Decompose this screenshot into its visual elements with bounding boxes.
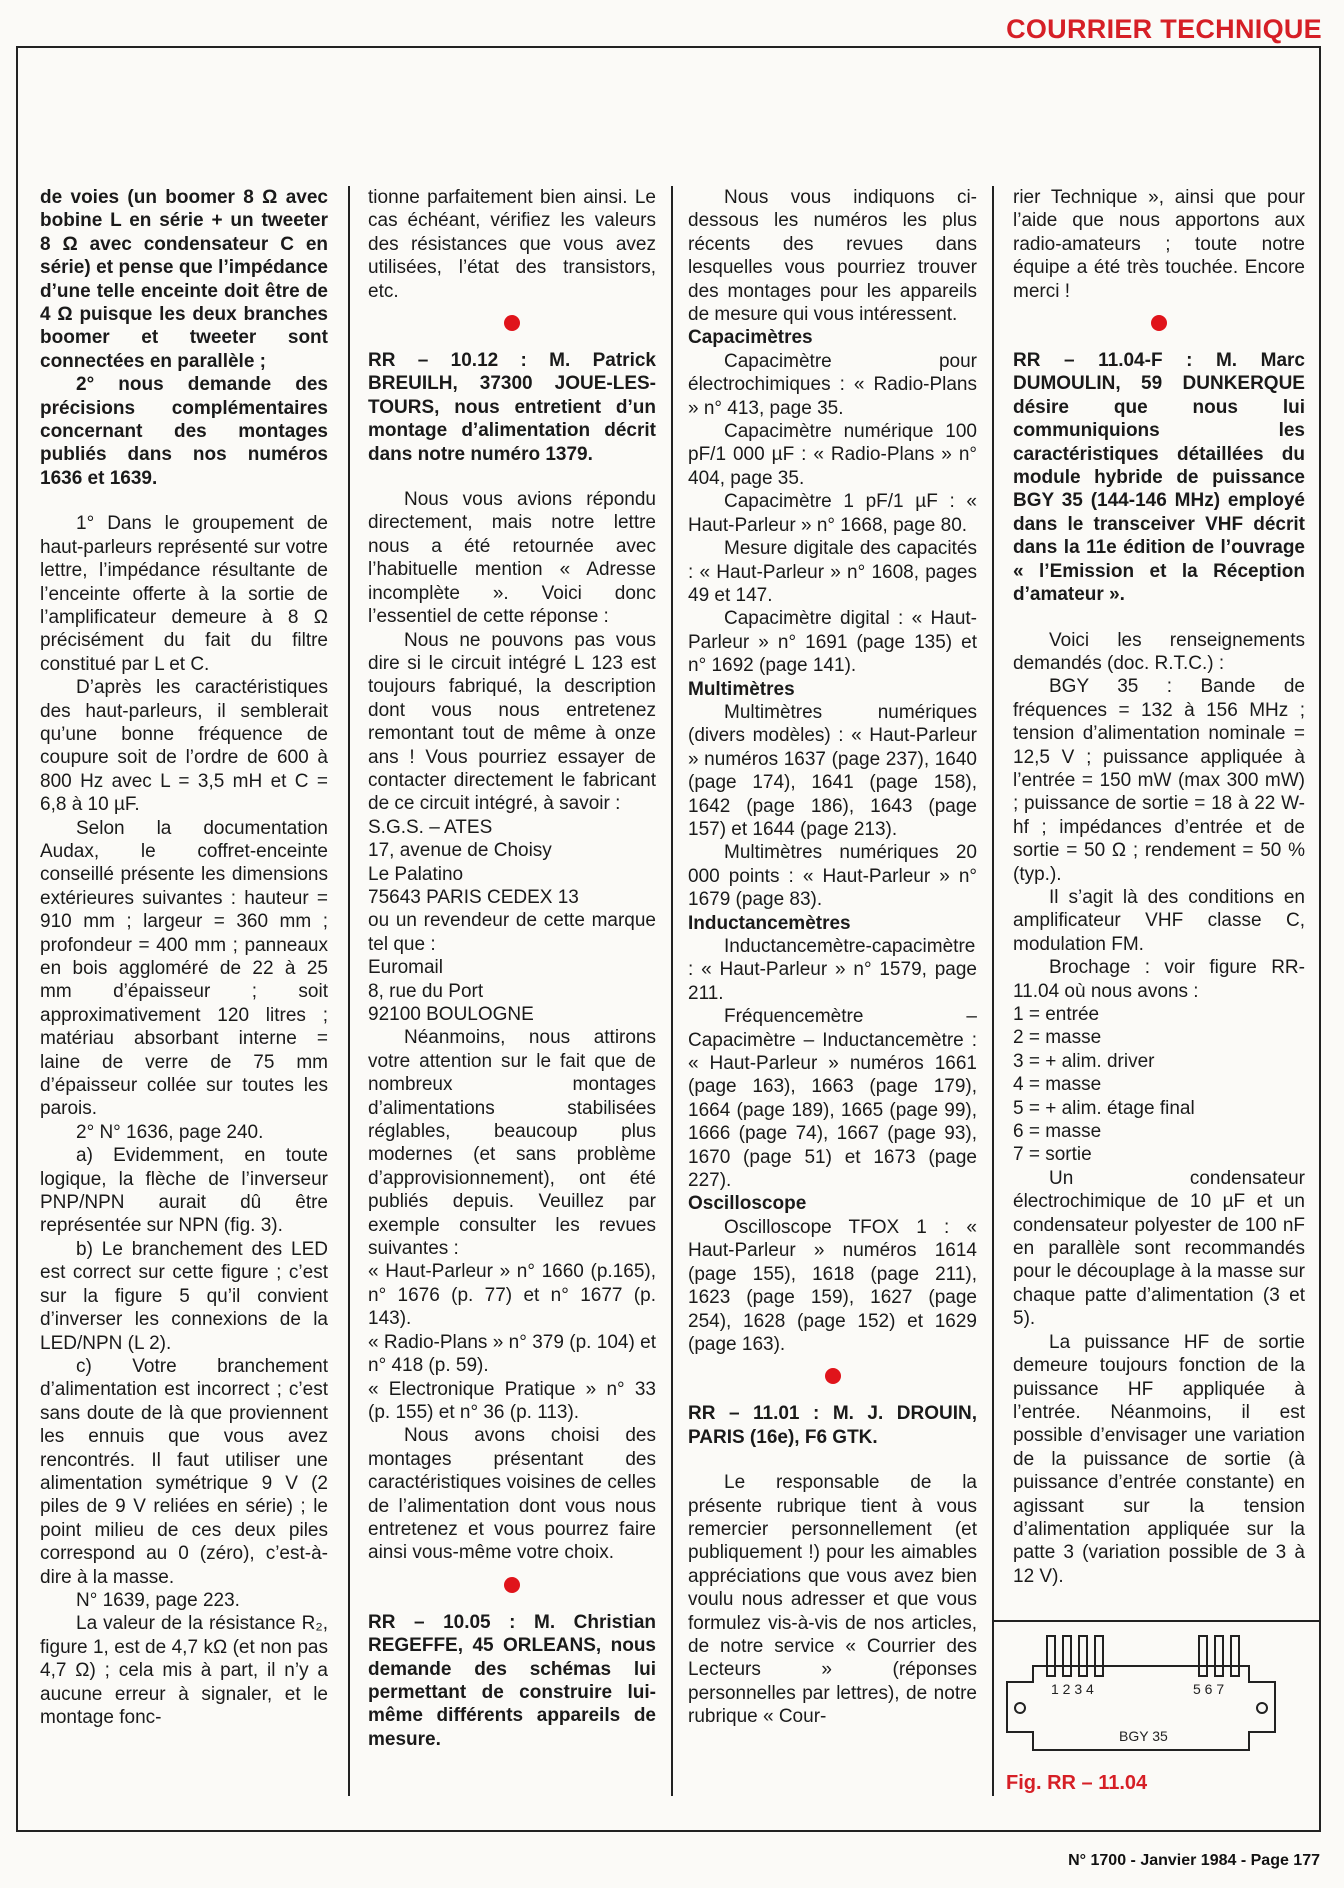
paragraph: ou un revendeur de cette marque tel que : [368,910,656,955]
paragraph: 4 = masse [1013,1074,1102,1096]
paragraph: Capacimètre 1 pF/1 µF : « Haut-Parleur » n° 1668, page 80. [688,491,977,536]
paragraph: Oscilloscope TFOX 1 : « Haut-Parleur » numéros 1614 (page 155), 1618 (page 211), 1623 (page 159), 1627 (page 254), 1628 (page 152) et 1629 (page 163). [688,1216,977,1355]
letter-heading: RR – 10.05 : M. Christian REGEFFE, 45 ORLEANS, nous demande des schémas lui permettant de construire lui-même différents appareils de mesure. [368,1611,656,1750]
subheading: Capacimètres [688,327,813,349]
paragraph: BGY 35 : Bande de fréquences = 132 à 156 MHz ; tension d’alimentation nominale = 12,5 V ; puissance appliquée à l’entrée = 150 mW (max 300 mW) ; puissance de sortie = 18 à 22 W-hf ; impédances d’entrée et de sortie = 50 Ω ; rendement = 50 % (typ.). [1013,676,1305,885]
paragraph: Le responsable de la présente rubrique tient à vous remercier personnellement (et publiquement !) pour les aimables appréciations que vous avez bien voulu nous adresser et que vous formulez vis-à-vis de nos articles, de notre service « Courrier des Lecteurs » (réponses personnelles par lettres), de notre rubrique « Cour- [688,1472,977,1728]
text-column-4 [1013,186,1305,1588]
letter-heading: RR – 11.04-F : M. Marc DUMOULIN, 59 DUNKERQUE désire que nous lui communiquions les caractéristiques détaillées du module hybride de puissance BGY 35 (144-146 MHz) employé dans le transceiver VHF décrit dans la 11e édition de l’ouvrage « l’Emission et la Réception d’amateur ». [1013,350,1305,606]
paragraph: 17, avenue de Choisy [368,840,552,862]
paragraph: c) Votre branchement d’alimentation est incorrect ; c’est sans doute de là que proviennent les ennuis que vous avez rencontrés. Il faut utiliser une alimentation symétrique 9 V (2 piles de 9 V reliées en série) ; le point milieu de ces deux piles correspond au 0 (zéro), c’est-à-dire à la masse. [40,1355,328,1588]
paragraph: Euromail [368,957,443,979]
paragraph: 1 = entrée [1013,1004,1100,1025]
paragraph: Capacimètre pour électrochimiques : « Radio-Plans » n° 413, page 35. [688,350,977,419]
paragraph: a) Evidemment, en toute logique, la flèche de l’inverseur PNP/NPN aurait dû être représentée sur NPN (fig. 3). [40,1145,328,1237]
paragraph: Néanmoins, nous attirons votre attention sur le fait que de nombreux montages d’alimentations stabilisées réglables, beaucoup plus modernes (et sans problème d’approvisionnement), ont été publiés depuis. Veuillez par exemple consulter les revues suivantes : [368,1027,656,1260]
paragraph: Capacimètre numérique 100 pF/1 000 µF : « Radio-Plans » n° 404, page 35. [688,421,977,489]
subheading: Multimètres [688,678,795,700]
paragraph: 3 = + alim. driver [1013,1050,1155,1072]
letter-heading: RR – 11.01 : M. J. DROUIN, PARIS (16e), F6 GTK. [688,1403,977,1448]
paragraph: 2° N° 1636, page 240. [76,1121,264,1143]
pin-numbers-right: 5 6 7 [1193,1681,1225,1697]
paragraph: D’après les caractéristiques des haut-parleurs, il semblerait qu’une bonne fréquence de coupure soit de l’ordre de 600 à 800 Hz avec L = 3,5 mH et C = 6,8 à 10 µF. [40,677,328,816]
paragraph: Brochage : voir figure RR-11.04 où nous avons : [1013,957,1305,1002]
paragraph: 7 = sortie [1013,1144,1092,1166]
paragraph: Il s’agit là des conditions en amplificateur VHF classe C, modulation FM. [1013,886,1305,955]
paragraph: Inductancemètre-capacimètre : « Haut-Parleur » n° 1579, page 211. [688,936,977,1004]
paragraph: La puissance HF de sortie demeure toujours fonction de la puissance HF appliquée à l’entrée. Néanmoins, il est possible d’envisager une variation de la puissance de sortie (à puissance d’entrée constante) en agissant sur la tension d’alimentation appliquée sur la patte 3 (variation possible de 3 à 12 V). [1013,1331,1305,1587]
page-footer: N° 1700 - Janvier 1984 - Page 177 [1068,1852,1320,1869]
column-rule [671,186,673,1796]
bgy35-module-diagram [993,1622,1321,1772]
section-bullet [504,315,520,331]
paragraph: Multimètres numériques (divers modèles) : « Haut-Parleur » numéros 1637 (page 237), 1640 (page 174), 1641 (page 158), 1642 (page 186), 1643 (page 157) et 1644 (page 213). [688,701,977,840]
spacer [688,1449,977,1471]
paragraph: Le Palatino [368,863,464,885]
paragraph: « Haut-Parleur » n° 1660 (p.165), n° 1676 (p. 77) et n° 1677 (p. 143). [368,1261,656,1330]
spacer [368,466,656,488]
paragraph: Un condensateur électrochimique de 10 µF et un condensateur polyester de 100 nF en parallèle sont recommandés pour le découplage à la masse sur chaque patte d’alimentation (3 et 5). [1013,1167,1305,1330]
paragraph: Mesure digitale des capacités : « Haut-Parleur » n° 1608, pages 49 et 147. [688,538,977,606]
paragraph: 1° Dans le groupement de haut-parleurs représenté sur votre lettre, l’impédance résultante de l’enceinte offerte à la sortie de l’amplificateur demeure à 8 Ω précisément du fait du filtre constitué par L et C. [40,513,328,675]
paragraph: 8, rue du Port [368,980,484,1002]
paragraph: 6 = masse [1013,1121,1102,1143]
mounting-hole-left [1015,1703,1025,1713]
letter-heading: RR – 10.12 : M. Patrick BREUILH, 37300 JOUE-LES-TOURS, nous entretient d’un montage d’alimentation décrit dans notre numéro 1379. [368,350,656,465]
paragraph: S.G.S. – ATES [368,816,493,838]
paragraph: b) Le branchement des LED est correct sur cette figure ; c’est sur la figure 5 qu’il convient d’inverser les connexions de la LED/NPN (L 2). [40,1238,328,1354]
paragraph: Voici les renseignements demandés (doc. R.T.C.) : [1013,629,1305,674]
text-column-2 [368,186,656,1751]
column-rule [348,186,350,1796]
section-bullet [504,1577,520,1593]
paragraph: « Electronique Pratique » n° 33 (p. 155) et n° 36 (p. 113). [368,1378,656,1423]
paragraph: Selon la documentation Audax, le coffret-enceinte conseillé présente les dimensions extérieures suivantes : hauteur = 910 mm ; largeur = 360 mm ; profondeur = 400 mm ; panneaux en bois aggloméré de 22 à 25 mm d’épaisseur ; soit approximativement 120 litres ; matériau absorbant interne = laine de verre de 75 mm d’épaisseur collée sur toutes les parois. [40,817,328,1120]
section-title: COURRIER TECHNIQUE [1006,14,1322,44]
paragraph: 75643 PARIS CEDEX 13 [368,886,579,908]
paragraph: N° 1639, page 223. [76,1589,240,1611]
paragraph: 5 = + alim. étage final [1013,1097,1195,1119]
paragraph: « Radio-Plans » n° 379 (p. 104) et n° 418 (p. 59). [368,1331,656,1377]
paragraph: 92100 BOULOGNE [368,1004,534,1025]
paragraph: Nous vous avions répondu directement, mais notre lettre nous a été retournée avec l’habituelle mention « Adresse incomplète ». Voici donc l’essentiel de cette réponse : [368,489,656,628]
figure-caption: Fig. RR – 11.04 [1006,1772,1148,1794]
paragraph: Nous ne pouvons pas vous dire si le circuit intégré L 123 est toujours fabriqué, la description dont vous nous entretenez remontant tout de même à onze ans ! Vous pourriez essayer de contacter directement le fabricant de ce circuit intégré, à savoir : [368,629,656,815]
letter-heading: de voies (un boomer 8 Ω avec bobine L en série + un tweeter 8 Ω avec condensateur C en série) et pense que l’impédance d’une telle enceinte doit être de 4 Ω puisque les deux branches boomer et tweeter sont connectées en parallèle ; [40,187,328,372]
paragraph: Nous avons choisi des montages présentant des caractéristiques voisines de celles de l’alimentation dont vous nous entretenez et vous pourrez faire ainsi vous-même votre choix. [368,1425,656,1564]
section-bullet [825,1368,841,1384]
paragraph: Multimètres numériques 20 000 points : « Haut-Parleur » n° 1679 (page 83). [688,842,977,911]
module-pins [1047,1636,1239,1676]
subheading: Inductancemètres [688,912,851,934]
section-bullet [1151,315,1167,331]
paragraph: Nous vous indiquons ci-dessous les numéros les plus récents des revues dans lesquelles vous pourriez trouver des montages pour les appareils de mesure qui vous intéressent. [688,187,977,326]
text-column-1 [40,186,328,1729]
spacer [1013,607,1305,629]
paragraph: rier Technique », ainsi que pour l’aide que nous apportons aux radio-amateurs ; toute notre équipe a été très touchée. Encore merci ! [1013,187,1305,302]
column-rule [992,186,994,1796]
paragraph: 2 = masse [1013,1027,1102,1049]
pin-numbers-left: 1 2 3 4 [1051,1681,1094,1697]
paragraph: La valeur de la résistance R₂, figure 1, est de 4,7 kΩ (et non pas 4,7 Ω) ; cela mis à part, il n’y a aucune erreur à signaler, et le montage fonc- [40,1613,328,1728]
paragraph: Capacimètre digital : « Haut-Parleur » n° 1691 (page 135) et n° 1692 (page 141). [688,608,977,677]
text-column-3 [688,186,977,1729]
paragraph: Fréquencemètre – Capacimètre – Inductancemètre : « Haut-Parleur » numéros 1661 (page 163), 1663 (page 179), 1664 (page 189), 1665 (page 99), 1666 (page 74), 1667 (page 93), 1670 (page 51) et 1673 (page 227). [688,1006,977,1192]
module-label: BGY 35 [1119,1728,1168,1744]
paragraph: tionne parfaitement bien ainsi. Le cas échéant, vérifiez les valeurs des résistances que vous avez utilisées, l’état des transistors, etc. [368,187,656,302]
spacer [40,490,328,512]
subheading: Oscilloscope [688,1193,807,1215]
mounting-hole-right [1257,1703,1267,1713]
paragraph: 2° nous demande des précisions complémentaires concernant des montages publiés dans nos numéros 1636 et 1639. [40,374,328,489]
